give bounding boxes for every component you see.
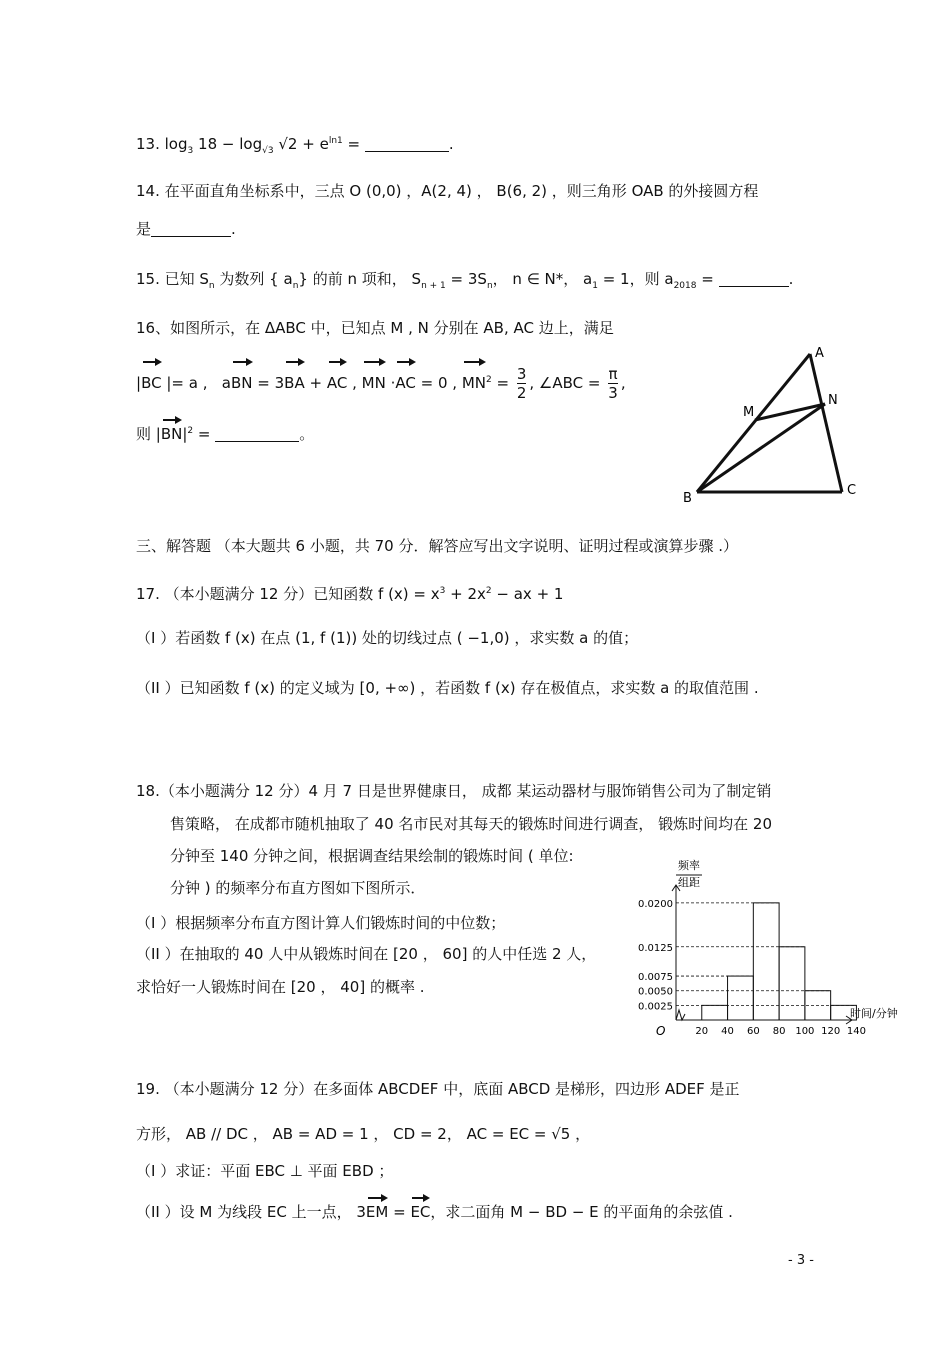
edge-ba: [697, 354, 810, 492]
q17-sup3: 3: [439, 586, 446, 596]
q13-log: log: [164, 135, 188, 153]
q13-base3: 3: [187, 146, 194, 156]
q15-sub-n: n: [208, 281, 215, 291]
q16-frac1-num: 3: [516, 365, 527, 383]
q14-end: .: [231, 220, 236, 238]
q14-answer-blank: [151, 220, 231, 237]
q15-answer-blank: [719, 270, 789, 287]
q15-mid: 为数列 { a: [214, 270, 293, 288]
q19-vec-em: EM: [365, 1203, 389, 1221]
q16-frac-3-2: [517, 365, 527, 402]
q13-exp: ln1: [328, 136, 343, 146]
q16-a: a: [221, 374, 231, 392]
q17-part2: （II ）已知函数 f (x) 的定义域为 [0, +∞) ，若函数 f (x) 存在极值点，求实数 a 的取值范围 .: [136, 679, 759, 697]
q16-line3-end: 。: [299, 425, 315, 443]
q17-part1: （I ）若函数 f (x) 在点 (1, f (1)) 处的切线过点 ( −1,0) ，求实数 a 的值；: [136, 629, 639, 647]
q13-mid: 18 − log: [198, 135, 263, 153]
x-tick-label: 120: [821, 1026, 841, 1037]
q17-head-end: − ax + 1: [491, 585, 564, 603]
q16-comma: ,: [347, 374, 357, 392]
x-tick-label: 80: [772, 1026, 786, 1037]
q17-head-mid: + 2x: [445, 585, 486, 603]
q13-eq: =: [347, 135, 361, 153]
q16-vec-ac2: AC: [395, 365, 415, 401]
q14-prefix: 是: [136, 220, 152, 238]
q13-sqrt2: √2: [278, 135, 298, 153]
frequency-histogram: [620, 855, 920, 1045]
y-tick-label: 0.0200: [638, 898, 673, 910]
y-tick-label: 0.0050: [638, 986, 673, 998]
q16-line3-mid: |: [182, 425, 188, 443]
y-axis-label-bottom: 组距: [678, 876, 700, 889]
edge-ac: [810, 354, 842, 492]
y-tick-label: 0.0025: [638, 1001, 673, 1013]
q13-number: 13.: [136, 135, 160, 153]
q16-answer-blank: [215, 425, 299, 442]
q13: [136, 130, 454, 162]
q16-vec-bn2: BN: [160, 425, 183, 443]
q16-line3-pre: 则 |: [136, 425, 161, 443]
y-axis-label-top: 频率: [678, 859, 700, 872]
q19-line2: 方形， AB // DC ， AB = AD = 1 ， CD = 2， AC = EC = √5 ，: [136, 1125, 591, 1143]
q16-eq: =: [491, 374, 510, 392]
q19-part2: [136, 1201, 733, 1223]
q16-sq2: 2: [187, 426, 194, 436]
q18-line3: 分钟至 140 分钟之间，根据调查结果绘制的锻炼时间 ( 单位:: [170, 847, 574, 865]
q15-mid3: = 3S: [445, 270, 487, 288]
q15-mid4: ， n ∈ N*， a: [492, 270, 593, 288]
q19-vec-ec: EC: [410, 1203, 431, 1221]
q16-line3-eq: =: [193, 425, 211, 443]
histogram-bar: [779, 947, 805, 1020]
q16-frac-pi-3: [608, 365, 618, 402]
q16-frac2-num: π: [608, 365, 618, 383]
q13-answer-blank: [365, 135, 449, 152]
section-3-heading: 三、解答题 （本大题共 6 小题，共 70 分．解答应写出文字说明、证明过程或演算步骤 .）: [136, 537, 739, 555]
q15-sub-2018: 2018: [673, 281, 697, 291]
q16-line3: [136, 420, 314, 445]
q16-vec-bn: BN: [231, 365, 253, 401]
q16-dot: ·: [385, 374, 396, 392]
label-C: C: [847, 483, 857, 498]
q19-part1: （I ）求证：平面 EBC ⊥ 平面 EBD ；: [136, 1162, 394, 1180]
label-B: B: [683, 491, 692, 506]
q16-vec-mn2: MN: [462, 365, 486, 401]
q16-frac1-den: 2: [516, 384, 527, 402]
x-tick-label: 140: [846, 1026, 866, 1037]
q13-e: + e: [302, 135, 329, 153]
q16-line2: [136, 362, 626, 402]
q19-line1: 19. （本小题满分 12 分）在多面体 ABCDEF 中，底面 ABCD 是梯形，四边形 ADEF 是正: [136, 1080, 740, 1098]
q16-plus: +: [304, 374, 327, 392]
origin-label: O: [656, 1024, 666, 1038]
q15-pre: 15. 已知 S: [136, 270, 209, 288]
q16-vec-bc: BC: [141, 365, 162, 401]
q13-end: .: [448, 135, 454, 153]
x-tick-label: 60: [746, 1026, 760, 1037]
q17-sup2: 2: [485, 586, 492, 596]
q19-part2-post: ，求二面角 M − BD − E 的平面角的余弦值 .: [430, 1203, 733, 1221]
q17-head: [136, 580, 563, 605]
q19-eq: =: [388, 1203, 411, 1221]
q16-sq: 2: [485, 375, 492, 385]
q16-frac2-den: 3: [608, 384, 618, 402]
q16-vec-ba: BA: [284, 365, 305, 401]
q16-abs-open: |: [136, 374, 142, 392]
histogram-bar: [702, 1005, 728, 1020]
triangle-figure: [675, 340, 875, 510]
q13-base-sqrt3: √3: [262, 146, 274, 156]
q17-head-text: 17. （本小题满分 12 分）已知函数 f (x) = x: [136, 585, 440, 603]
y-tick-label: 0.0125: [638, 942, 673, 954]
label-A: A: [815, 346, 824, 361]
q15: [136, 268, 793, 297]
q14-line2: [136, 218, 236, 240]
axis-break-mark: [676, 1010, 685, 1020]
q15-eq: =: [696, 270, 714, 288]
x-tick-label: 40: [721, 1026, 734, 1037]
q18-line4: 分钟 ) 的频率分布直方图如下图所示．: [170, 879, 426, 897]
q15-sub-1: 1: [592, 281, 598, 291]
label-N: N: [828, 393, 838, 408]
x-axis-label: 时间/分钟: [850, 1007, 898, 1020]
q15-end: .: [788, 270, 794, 288]
page-number: - 3 -: [788, 1253, 814, 1268]
q15-sub-n3: n: [486, 281, 493, 291]
q15-mid2: } 的前 n 项和， S: [298, 270, 422, 288]
y-tick-label: 0.0075: [638, 972, 673, 984]
label-M: M: [743, 405, 755, 420]
q16-eq3: = 3: [252, 374, 285, 392]
q18-part1: （I ）根据频率分布直方图计算人们锻炼时间的中位数；: [136, 914, 506, 932]
q14-line1: 14. 在平面直角坐标系中，三点 O (0,0) ，A(2, 4) ， B(6, 2) ，则三角形 OAB 的外接圆方程: [136, 182, 759, 200]
q16-angle: , ∠ABC =: [529, 374, 601, 392]
q15-sub-n2: n: [292, 281, 299, 291]
histogram-bar: [728, 976, 754, 1020]
q18-part2: （II ）在抽取的 40 人中从锻炼时间在 [20 ， 60] 的人中任选 2 人，: [136, 945, 597, 963]
q15-mid5: = 1，则 a: [597, 270, 674, 288]
q16-eq0: = 0 ,: [415, 374, 458, 392]
x-tick-label: 20: [695, 1026, 709, 1037]
q15-sub-n1: n + 1: [421, 281, 446, 291]
histogram-bar: [753, 903, 779, 1020]
q19-part2-pre: （II ）设 M 为线段 EC 上一点， 3: [136, 1203, 366, 1221]
q18-line1: 18.（本小题满分 12 分）4 月 7 日是世界健康日， 成都 某运动器材与服饰销售公司为了制定销: [136, 782, 772, 800]
q16-line1: 16、如图所示，在 ΔABC 中，已知点 M , N 分别在 AB, AC 边上，满足: [136, 319, 614, 337]
q16-vec-mn: MN: [362, 365, 386, 401]
q18-line2: 售策略， 在成都市随机抽取了 40 名市民对其每天的锻炼时间进行调查， 锻炼时间均在 20: [170, 815, 773, 833]
x-tick-label: 100: [795, 1026, 815, 1037]
q18-part2-cont: 求恰好一人锻炼时间在 [20 ， 40] 的概率 .: [136, 978, 425, 996]
q16-tail: ,: [620, 374, 626, 392]
q16-vec-ac: AC: [327, 365, 347, 401]
q16-abs-close: |= a ,: [161, 374, 208, 392]
